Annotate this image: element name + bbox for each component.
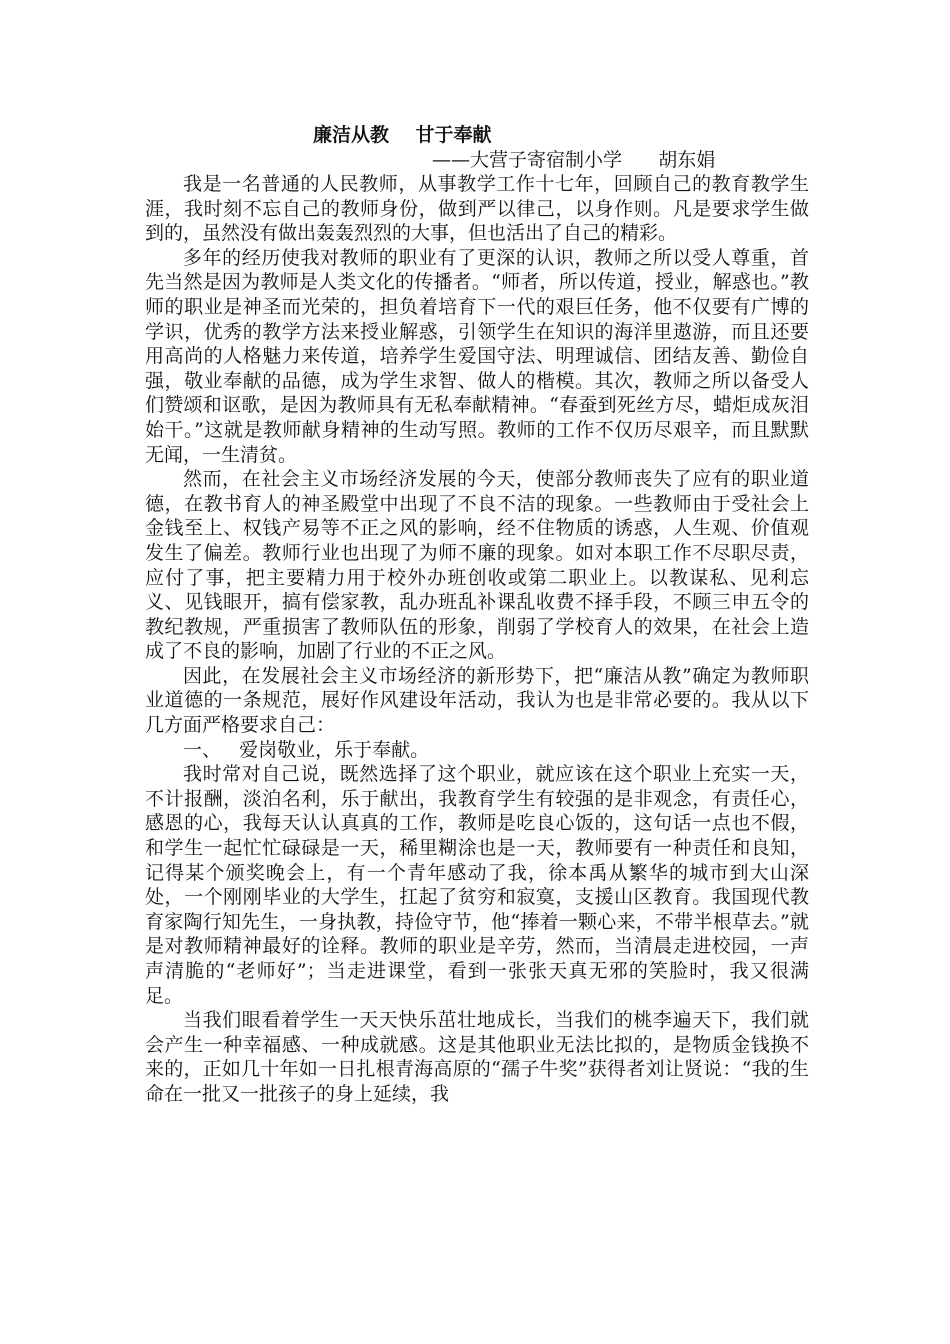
- document-title: 廉洁从教 甘于奉献: [313, 124, 492, 146]
- paragraph-therefore: 因此，在发展社会主义市场经济的新形势下，把“廉洁从教”确定为教师职业道德的一条规范，展好作风建设年活动，我认为也是非常必要的。我从以下几方面严格要求自己：: [145, 664, 809, 737]
- document-body: [145, 122, 809, 1107]
- paragraph-problems: 然而，在社会主义市场经济发展的今天，使部分教师丧失了应有的职业道德，在教书育人的神圣殿堂中出现了不良不洁的现象。一些教师由于受社会上金钱至上、权钱产易等不正之风的影响，经不住物质的诱惑，人生观、价值观发生了偏差。教师行业也出现了为师不廉的现象。如对本职工作不尽职尽责，应付了事，把主要精力用于校外办班创收或第二职业上。以教谋私、见利忘义、见钱眼开，搞有偿家教，乱办班乱补课乱收费不择手段，不顾三申五令的教纪教规，严重损害了教师队伍的形象，削弱了学校育人的效果，在社会上造成了不良的影响，加剧了行业的不正之风。: [145, 468, 809, 663]
- section-heading: 一、 爱岗敬业，乐于奉献。: [183, 738, 430, 761]
- author-byline: ——大营子寄宿制小学 胡东娟: [432, 149, 716, 171]
- paragraph-intro: 我是一名普通的人民教师，从事教学工作十七年，回顾自己的教育教学生涯，我时刻不忘自己的教师身份，做到严以律己，以身作则。凡是要求学生做到的，虽然没有做出轰轰烈烈的大事，但也活出了自己的精彩。: [145, 173, 809, 245]
- paragraph-teacher-role: 多年的经历使我对教师的职业有了更深的认识，教师之所以受人尊重，首先当然是因为教师是人类文化的传播者。“师者，所以传道，授业，解惑也。”教师的职业是神圣而光荣的，担负着培育下一代的艰巨任务，他不仅要有广博的学识，优秀的教学方法来授业解惑，引领学生在知识的海洋里遨游，而且还要用高尚的人格魅力来传道，培养学生爱国守法、明理诚信、团结友善、勤俭自强，敬业奉献的品德，成为学生求智、做人的楷模。其次，教师之所以备受人们赞颂和讴歌，是因为教师具有无私奉献精神。“春蚕到死丝方尽，蜡炬成灰泪始干。”这就是教师献身精神的生动写照。教师的工作不仅历尽艰辛，而且默默无闻，一生清贫。: [145, 246, 809, 466]
- paragraph-achievement: 当我们眼看着学生一天天快乐茁壮地成长，当我们的桃李遍天下，我们就会产生一种幸福感、一种成就感。这是其他职业无法比拟的，是物质金钱换不来的，正如几十年如一日扎根青海高原的“孺子牛奖”获得者刘让贤说：“我的生命在一批又一批孩子的身上延续，我: [145, 1009, 809, 1105]
- paragraph-dedication: 我时常对自己说，既然选择了这个职业，就应该在这个职业上充实一天，不计报酬，淡泊名利，乐于献出，我教育学生有较强的是非观念，有责任心，感恩的心，我每天认认真真的工作，教师是吃良心饭的，这句话一点也不假，和学生一起忙忙碌碌是一天，稀里糊涂也是一天，教师要有一种责任和良知，记得某个颁奖晚会上，有一个青年感动了我，徐本禹从繁华的城市到大山深处，一个刚刚毕业的大学生，扛起了贫穷和寂寞，支援山区教育。我国现代教育家陶行知先生，一身执教，持俭守节，他“捧着一颗心来，不带半根草去。”就是对教师精神最好的诠释。教师的职业是辛劳，然而，当清晨走进校园，一声声清脆的“老师好”；当走进课堂，看到一张张天真无邪的笑脸时，我又很满足。: [145, 763, 809, 1007]
